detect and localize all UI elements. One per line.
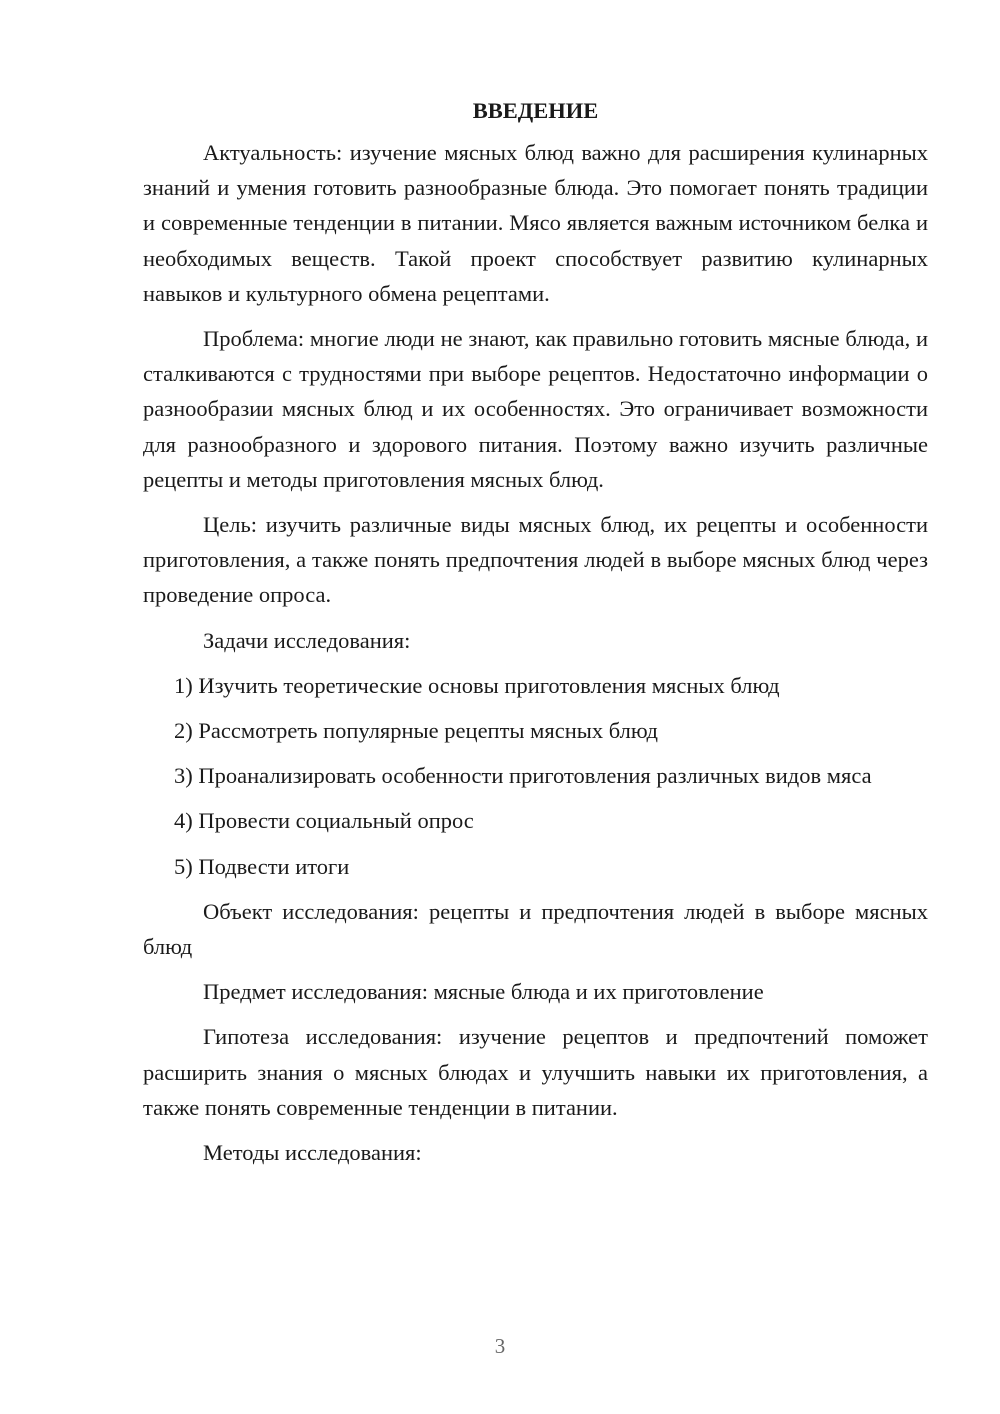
task-item-4: 4) Провести социальный опрос [174,808,474,834]
task-item-3: 3) Проанализировать особенности приготовления различных видов мяса [174,763,872,789]
task-item-2: 2) Рассмотреть популярные рецепты мясных блюд [174,718,659,744]
goal-paragraph: Цель: изучить различные виды мясных блюд, их рецепты и особенности приготовления, а также понять предпочтения людей в выборе мясных блюд через проведение опроса. [143,512,928,608]
task-item-5: 5) Подвести итоги [174,853,350,879]
tasks-intro: Задачи исследования: [203,627,411,653]
object-paragraph: Объект исследования: рецепты и предпочтения людей в выборе мясных блюд [143,898,928,960]
problem-paragraph: Проблема: многие люди не знают, как правильно готовить мясные блюда, и сталкиваются с трудностями при выборе рецептов. Недостаточно информации о разнообразии мясных блюд и их особенностях. Это ограничивает возможности для разнообразного и здорового питания. Поэтому важно изучить различные рецепты и методы приготовления мясных блюд. [143,326,928,492]
section-heading: ВВЕДЕНИЕ [472,98,599,123]
page-number: 3 [494,1334,506,1358]
hypothesis-paragraph: Гипотеза исследования: изучение рецептов и предпочтений поможет расширить знания о мясных блюдах и улучшить навыки их приготовления, а также понять современные тенденции в питании. [143,1024,928,1120]
methods-paragraph: Методы исследования: [203,1140,422,1166]
relevance-paragraph: Актуальность: изучение мясных блюд важно для расширения кулинарных знаний и умения готовить разнообразные блюда. Это помогает понять традиции и современные тенденции в питании. Мясо является важным источником белка и необходимых веществ. Такой проект способствует развитию кулинарных навыков и культурного обмена рецептами. [143,140,928,306]
subject-paragraph: Предмет исследования: мясные блюда и их приготовление [203,979,764,1005]
task-item-1: 1) Изучить теоретические основы приготовления мясных блюд [174,672,780,698]
page-content [143,96,928,1180]
